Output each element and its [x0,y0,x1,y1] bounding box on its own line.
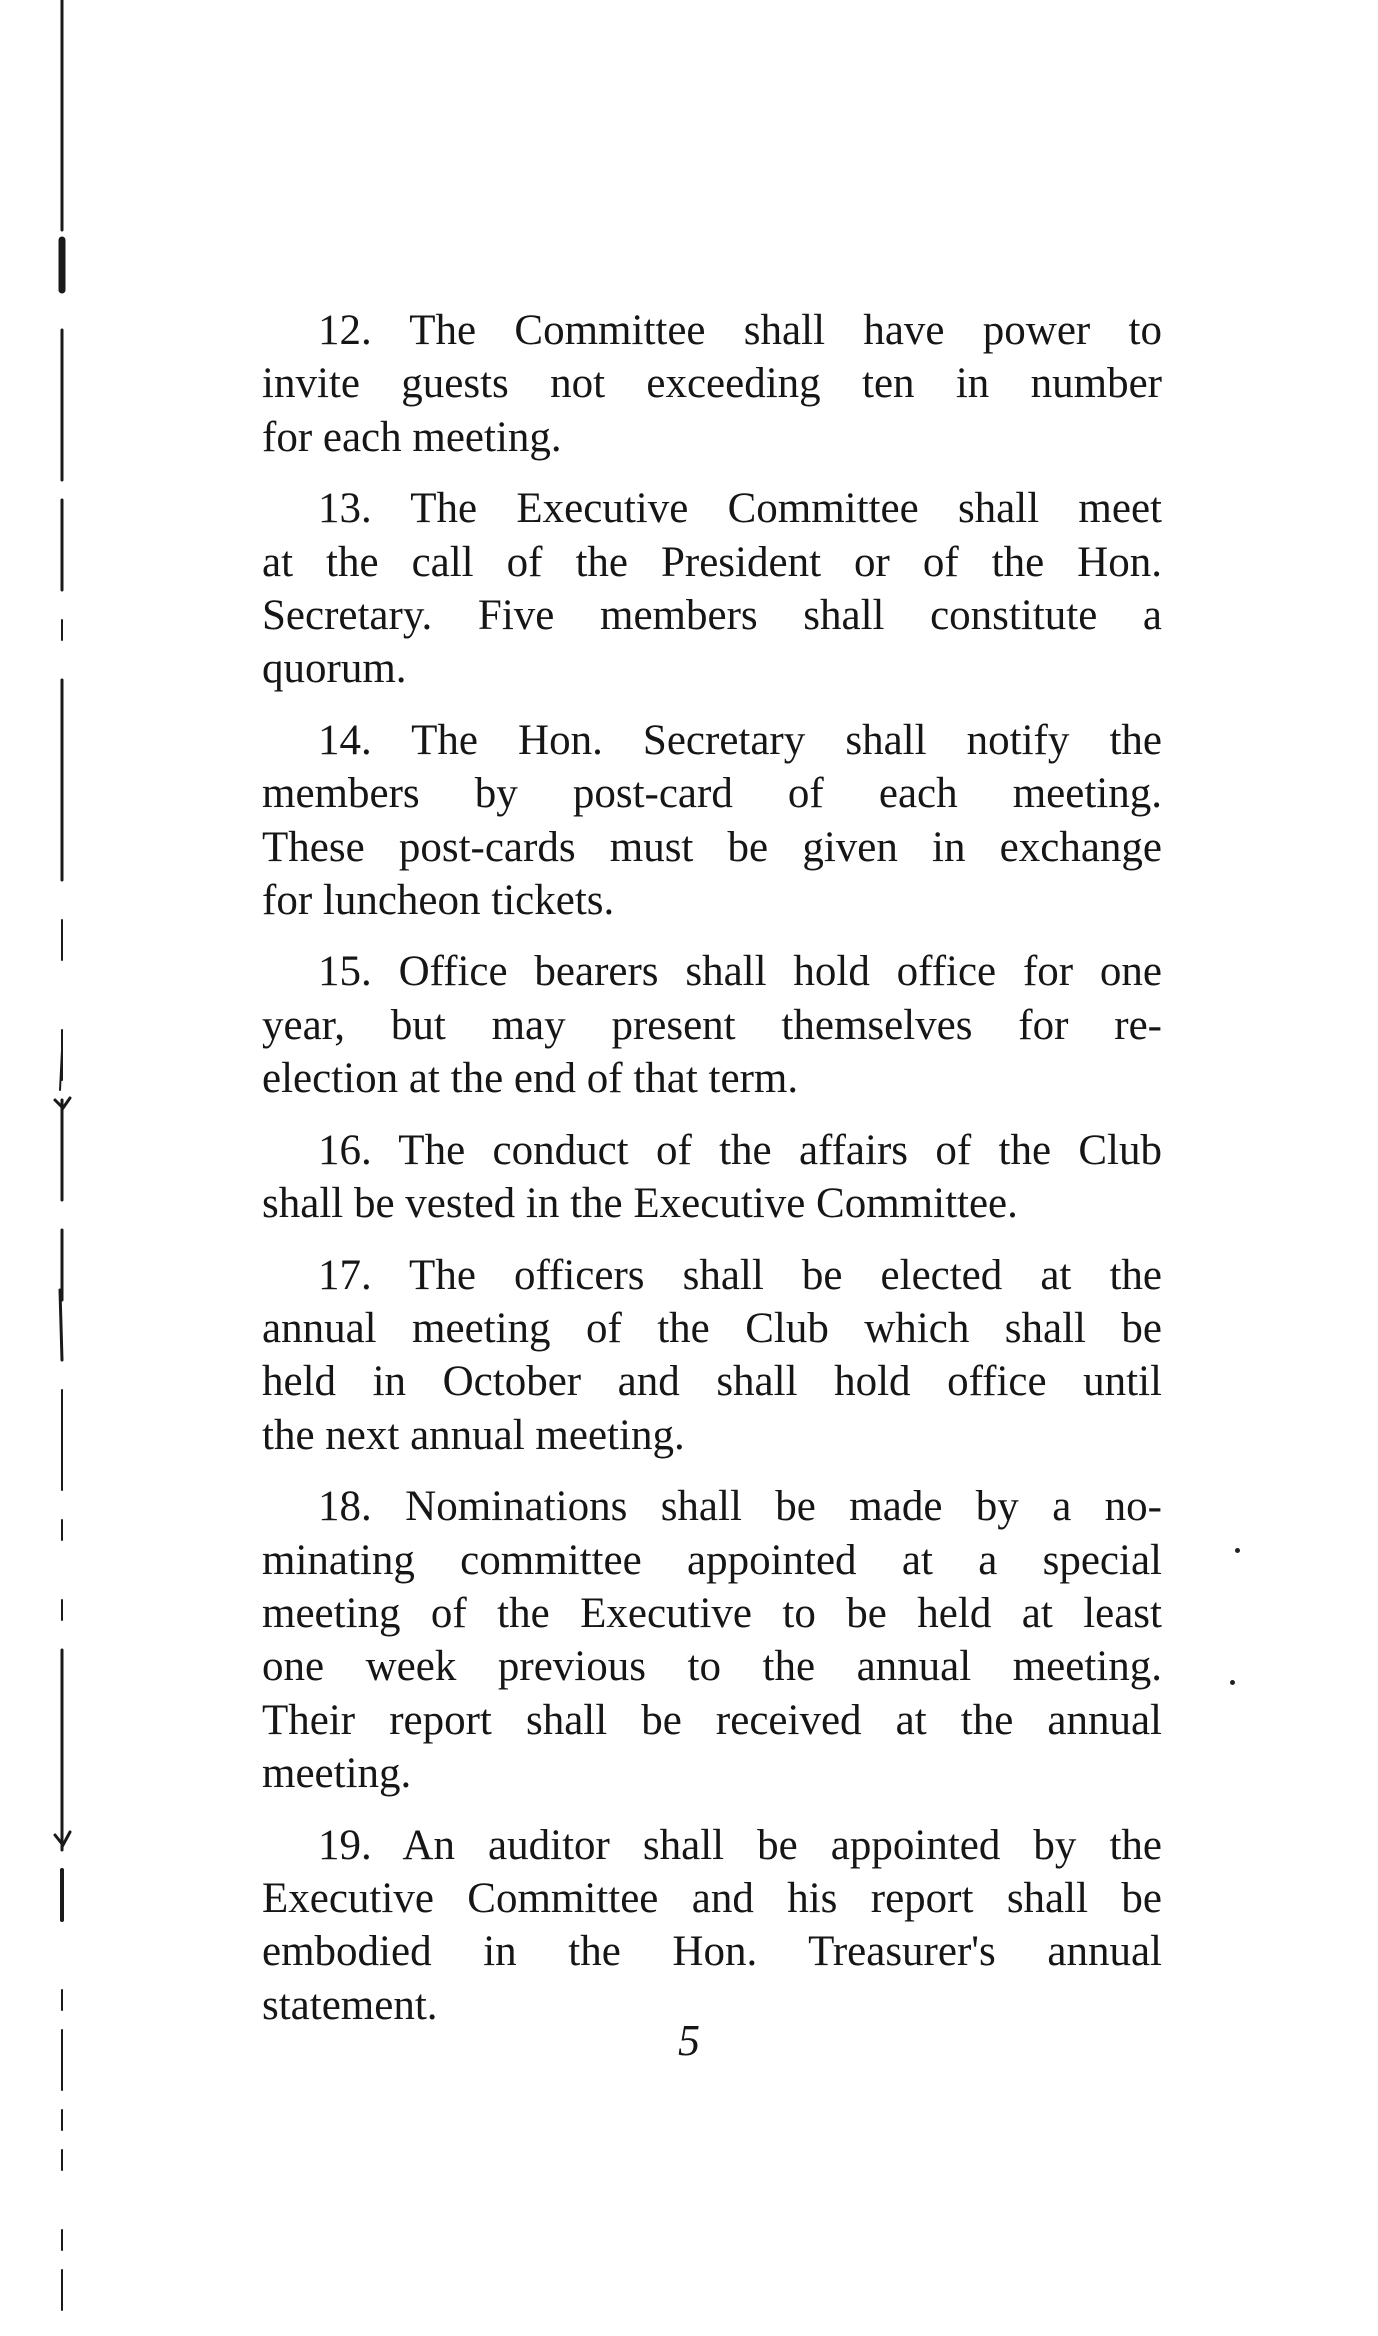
text-line: Executive Committee and his report shall be [262,1874,1162,1922]
text-line: annual meeting of the Club which shall be [262,1304,1162,1352]
text-line: for luncheon tickets. [262,877,615,925]
text-line: one week previous to the annual meeting. [262,1643,1162,1691]
text-line: 15. Office bearers shall hold office for one [318,948,1162,996]
text-line: election at the end of that term. [262,1055,799,1103]
rule-13 [262,482,1162,696]
text-line: the next annual meeting. [262,1411,685,1459]
text-line: 13. The Executive Committee shall meet [318,485,1162,533]
text-line: meeting. [262,1750,412,1798]
text-line: quorum. [262,645,407,693]
page-number: 5 [678,2016,700,2065]
rules-text [262,304,1162,2050]
text-line: at the call of the President or of the Hon. [262,538,1162,586]
text-line: 16. The conduct of the affairs of the Club [318,1126,1162,1174]
rule-16 [262,1124,1162,1231]
text-line: embodied in the Hon. Treasurer's annual [262,1928,1162,1976]
text-line: minating committee appointed at a special [262,1536,1162,1584]
text-line: These post-cards must be given in exchange [262,823,1162,871]
rule-18 [262,1480,1162,1800]
text-line: shall be vested in the Executive Committee. [262,1180,1018,1228]
scan-speck [1230,1680,1235,1685]
text-line: Their report shall be received at the annual [262,1696,1162,1744]
text-line: invite guests not exceeding ten in number [262,360,1162,408]
text-line: year, but may present themselves for re- [262,1001,1162,1049]
rule-15 [262,945,1162,1105]
scan-speck [1235,1548,1240,1553]
text-line: meeting of the Executive to be held at least [262,1589,1162,1637]
text-line: 19. An auditor shall be appointed by the [318,1821,1162,1869]
text-line: for each meeting. [262,413,562,461]
text-line: members by post-card of each meeting. [262,770,1162,818]
text-line: held in October and shall hold office until [262,1358,1162,1406]
text-line: 14. The Hon. Secretary shall notify the [318,716,1162,764]
rule-12 [262,304,1162,464]
text-line: 18. Nominations shall be made by a no- [318,1483,1162,1531]
text-line: 17. The officers shall be elected at the [318,1251,1162,1299]
text-line: 12. The Committee shall have power to [318,307,1162,354]
rule-14 [262,714,1162,928]
rule-19 [262,1819,1162,2033]
binding-edge-artifacts [0,0,80,2336]
rule-17 [262,1249,1162,1463]
text-line: statement. [262,1981,438,2029]
text-line: Secretary. Five members shall constitute a [262,592,1162,640]
